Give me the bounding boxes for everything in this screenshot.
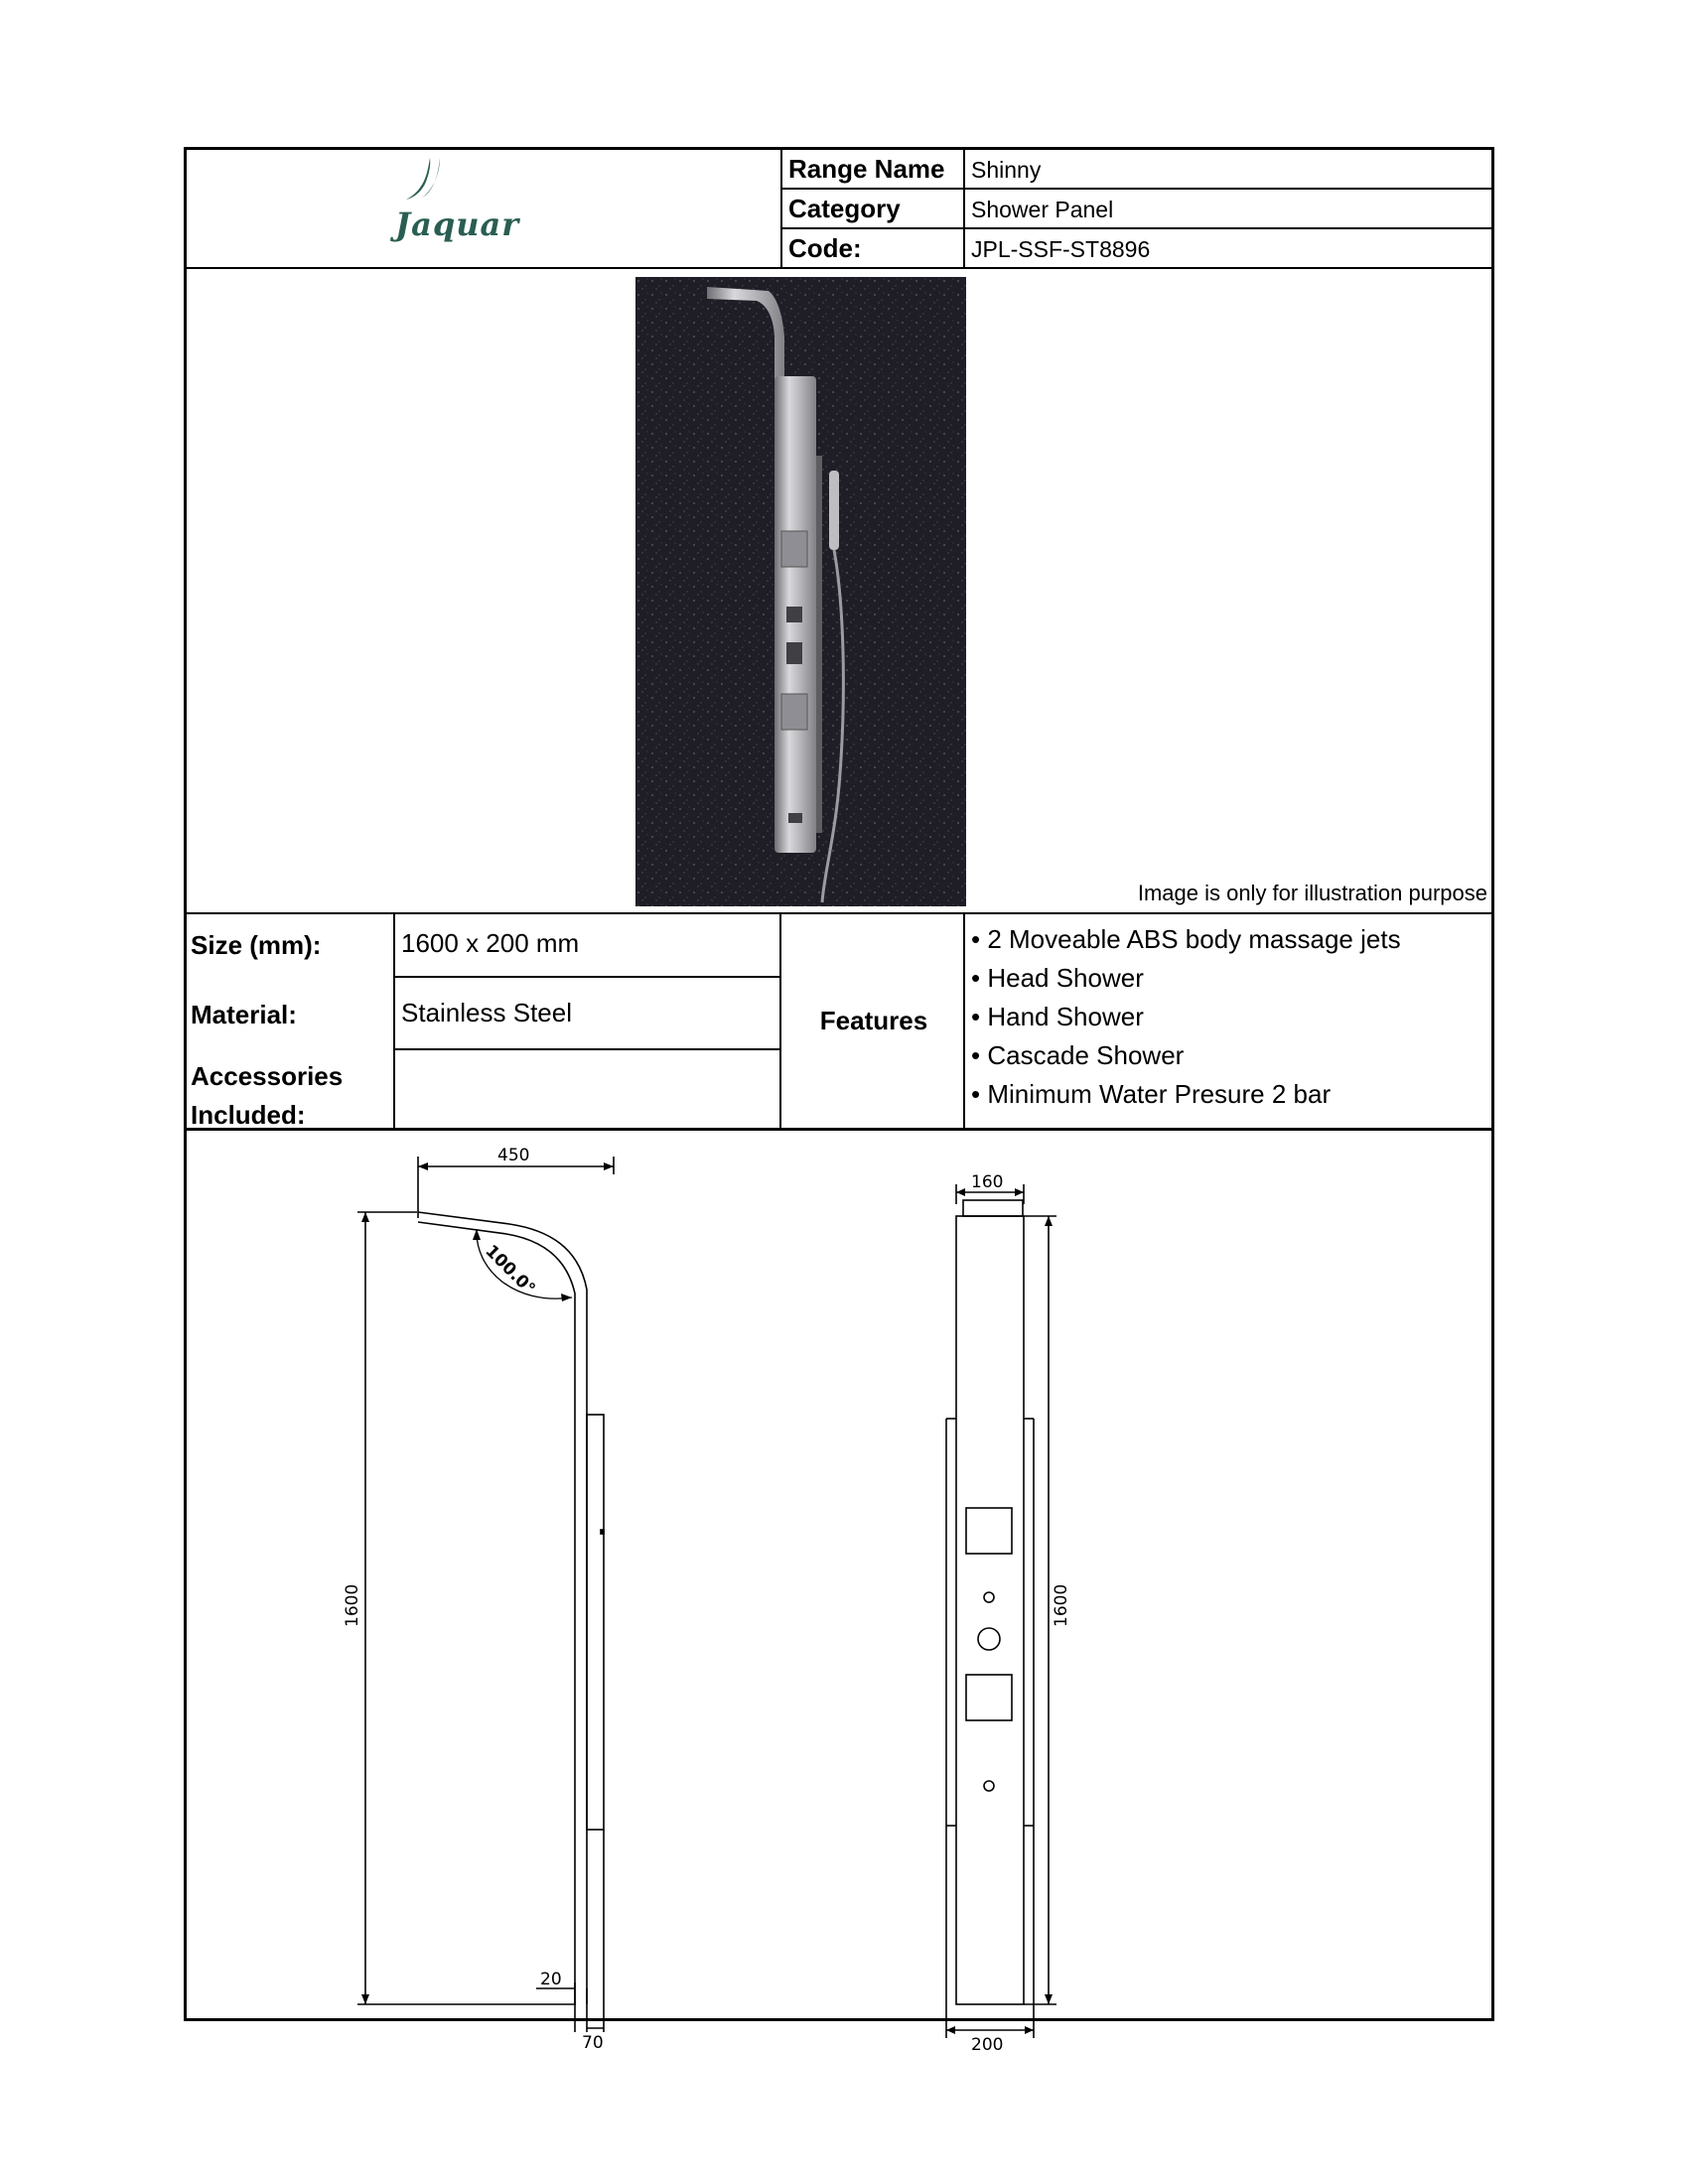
technical-drawing-section bbox=[187, 1131, 1491, 2055]
material-label: Material: bbox=[191, 1000, 297, 1029]
brand-wordmark: Jaquar bbox=[395, 205, 520, 243]
feature-item: • 2 Moveable ABS body massage jets bbox=[971, 924, 1401, 954]
dim-thickness-2: 70 bbox=[582, 2033, 604, 2053]
range-row bbox=[782, 150, 1491, 190]
dim-front-height: 1600 bbox=[1052, 1583, 1071, 1627]
category-value: Shower Panel bbox=[971, 197, 1114, 222]
jaquar-logo-icon bbox=[400, 156, 450, 207]
technical-drawing bbox=[187, 1131, 1491, 2055]
features-label: Features bbox=[819, 1006, 928, 1035]
accessories-label bbox=[187, 1057, 395, 1135]
dim-front-bottom-width: 200 bbox=[971, 2035, 1004, 2055]
product-info-table bbox=[782, 150, 1491, 269]
range-value: Shinny bbox=[971, 157, 1042, 183]
dim-angle: 100.0° bbox=[481, 1241, 539, 1299]
side-view-drawing bbox=[357, 1157, 614, 2032]
code-row bbox=[782, 229, 1491, 269]
features-list bbox=[965, 920, 1491, 1114]
size-label: Size (mm): bbox=[191, 930, 322, 960]
feature-item: • Hand Shower bbox=[971, 1002, 1144, 1031]
shower-panel-photo bbox=[635, 277, 966, 906]
product-image-section bbox=[187, 269, 1491, 914]
dim-front-top-width: 160 bbox=[971, 1172, 1004, 1192]
accessories-label-line: Accessories bbox=[191, 1061, 344, 1091]
material-value: Stainless Steel bbox=[401, 998, 572, 1027]
feature-item: • Head Shower bbox=[971, 963, 1144, 993]
illustration-note: Image is only for illustration purpose bbox=[1137, 881, 1487, 905]
feature-item: • Cascade Shower bbox=[971, 1040, 1185, 1070]
logo-cell bbox=[187, 150, 782, 269]
specifications-section bbox=[187, 914, 1491, 1131]
divider bbox=[395, 976, 779, 978]
dim-side-height: 1600 bbox=[343, 1583, 362, 1627]
size-value: 1600 x 200 mm bbox=[401, 928, 580, 958]
dim-thickness-1: 20 bbox=[540, 1970, 562, 1989]
code-label: Code: bbox=[782, 229, 965, 267]
accessories-label-line: Included: bbox=[191, 1100, 306, 1130]
front-view-drawing bbox=[946, 1184, 1056, 2038]
spec-sheet bbox=[184, 147, 1494, 2055]
code-value: JPL-SSF-ST8896 bbox=[971, 236, 1151, 262]
feature-item: • Minimum Water Presure 2 bar bbox=[971, 1079, 1332, 1109]
range-label: Range Name bbox=[782, 150, 965, 188]
category-label: Category bbox=[782, 190, 965, 227]
divider bbox=[779, 914, 781, 1128]
category-row bbox=[782, 190, 1491, 229]
divider bbox=[395, 1048, 779, 1050]
dim-side-width: 450 bbox=[497, 1146, 530, 1165]
